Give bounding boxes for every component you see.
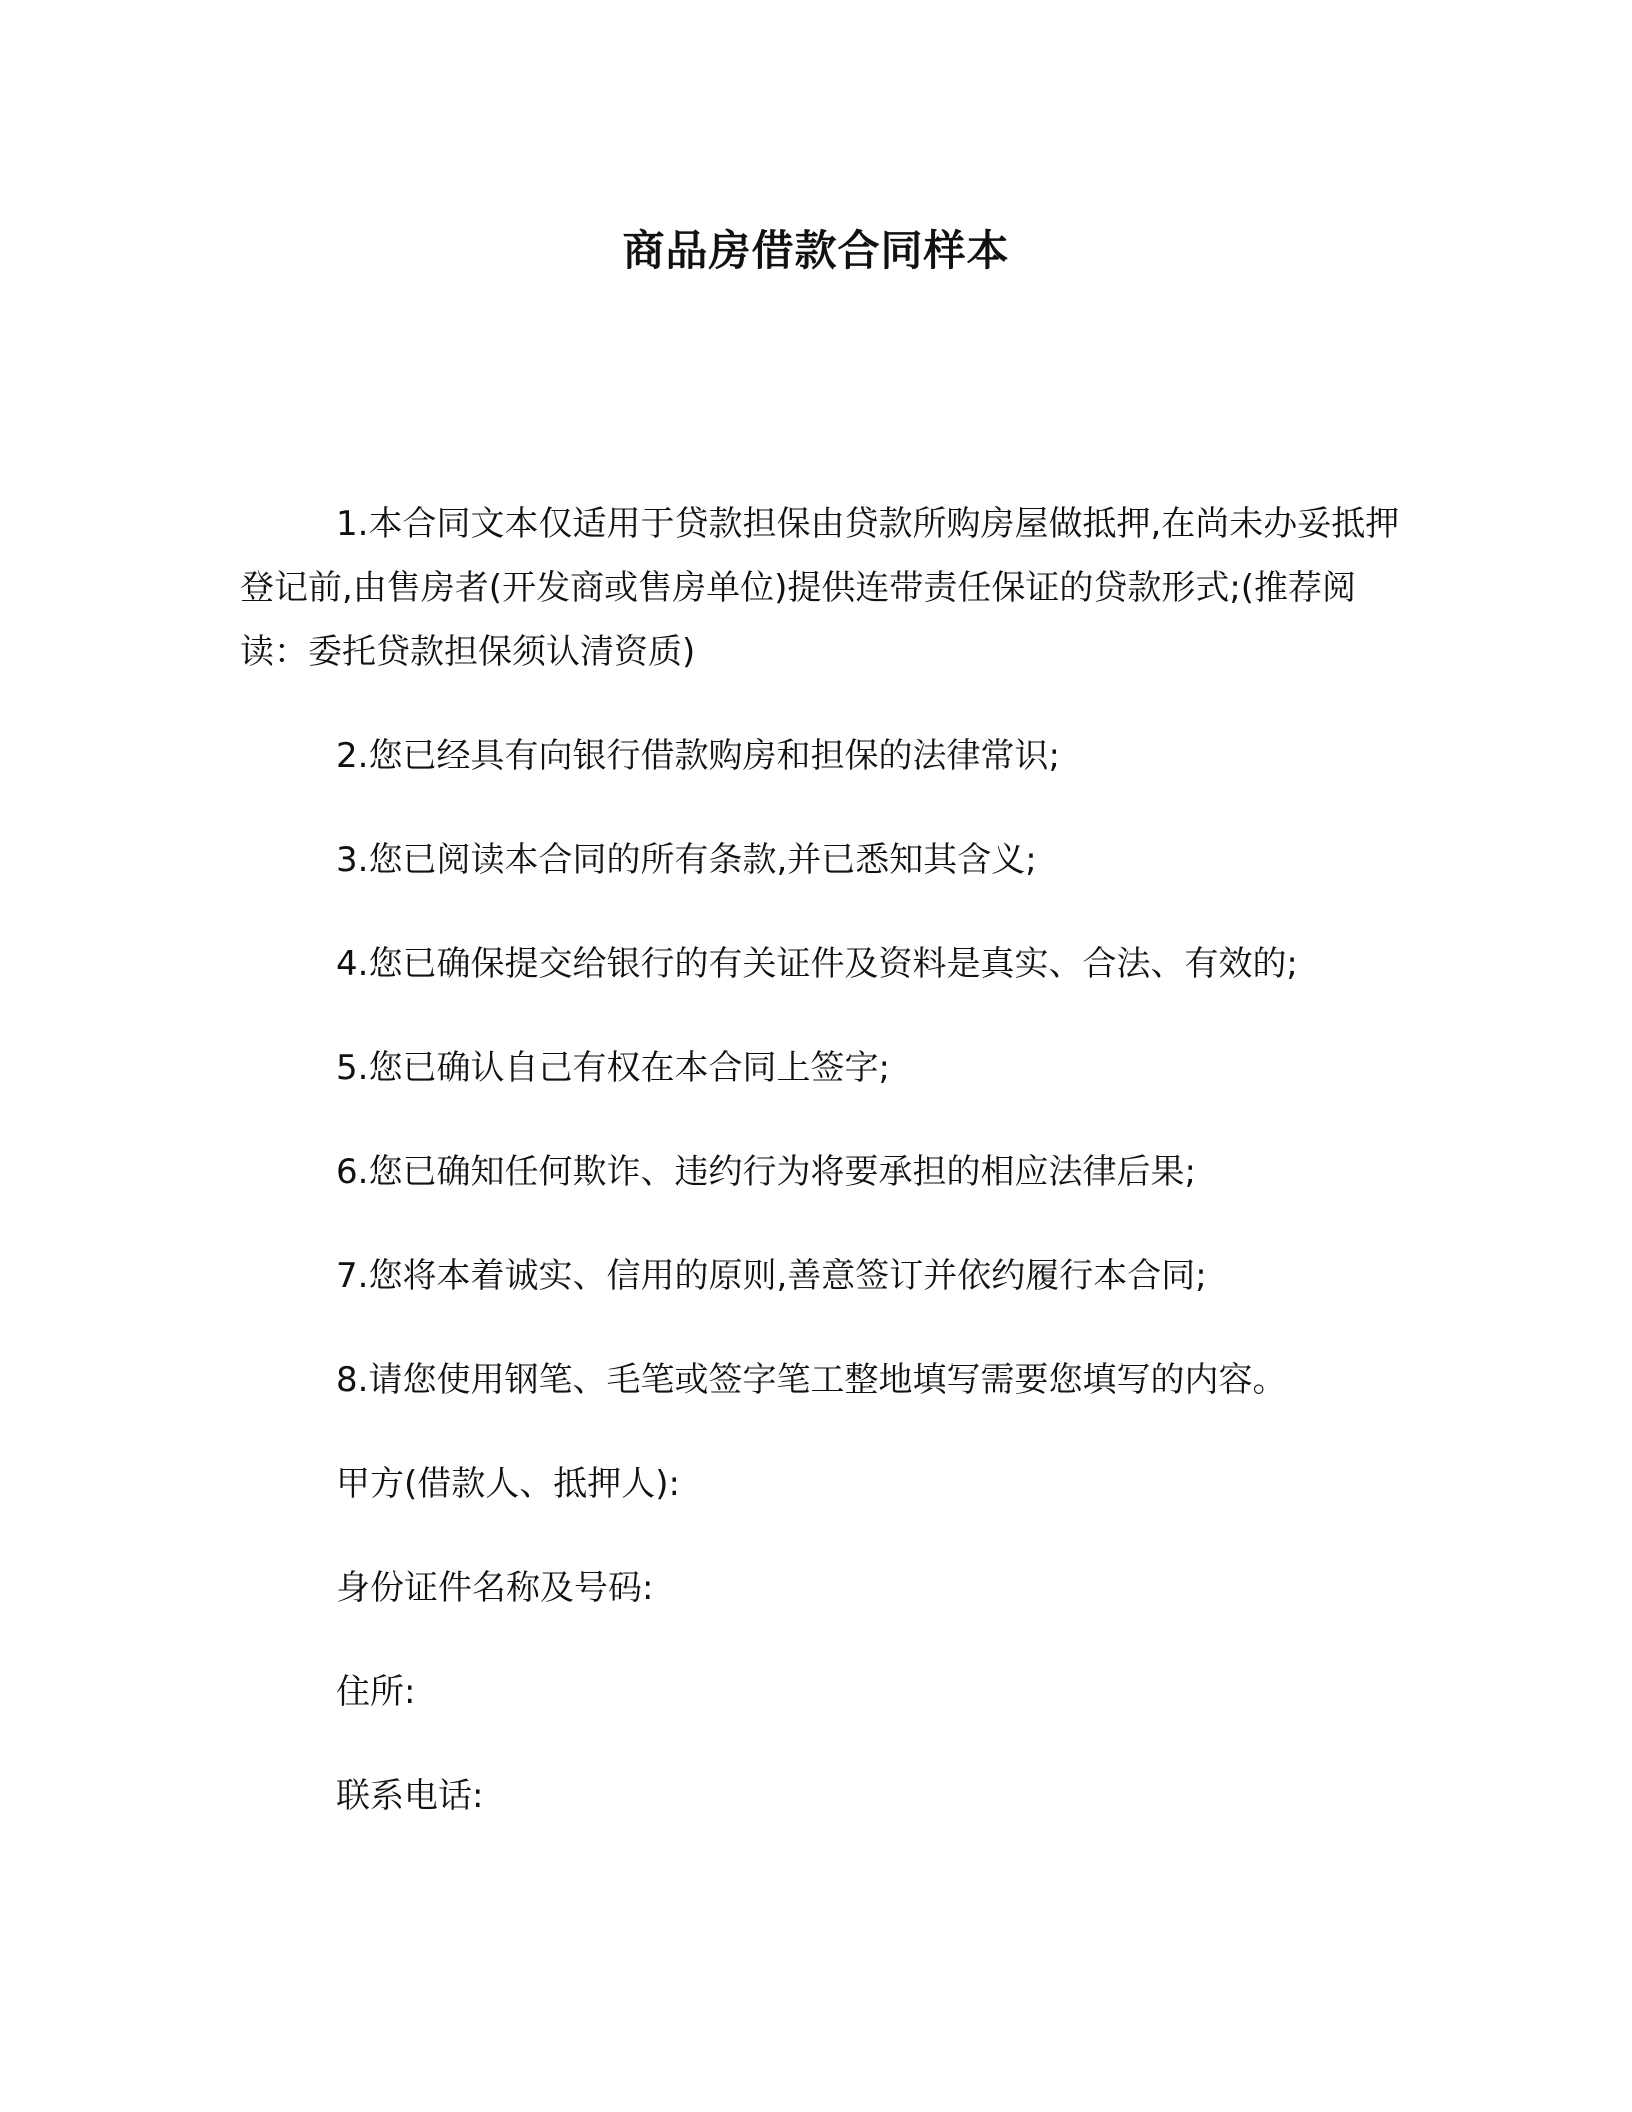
clause-7: 7.您将本着诚实、信用的原则,善意签订并依约履行本合同; xyxy=(336,1256,1207,1296)
document-title: 商品房借款合同样本 xyxy=(622,226,1010,275)
party-a-label: 甲方(借款人、抵押人): xyxy=(336,1464,680,1504)
id-document-label: 身份证件名称及号码: xyxy=(336,1568,654,1608)
document-body xyxy=(240,492,1400,1868)
clause-8: 8.请您使用钢笔、毛笔或签字笔工整地填写需要您填写的内容。 xyxy=(336,1360,1287,1400)
address-label: 住所: xyxy=(336,1672,416,1712)
clause-1: 1.本合同文本仅适用于贷款担保由贷款所购房屋做抵押,在尚未办妥抵押登记前,由售房者(开发商或售房单位)提供连带责任保证的贷款形式;(推荐阅读：委托贷款担保须认清资质) xyxy=(240,504,1400,672)
clause-5: 5.您已确认自己有权在本合同上签字; xyxy=(336,1048,890,1088)
clause-3: 3.您已阅读本合同的所有条款,并已悉知其含义; xyxy=(336,840,1037,880)
clause-6: 6.您已确知任何欺诈、违约行为将要承担的相应法律后果; xyxy=(336,1152,1196,1192)
phone-label: 联系电话: xyxy=(336,1776,484,1816)
clause-4: 4.您已确保提交给银行的有关证件及资料是真实、合法、有效的; xyxy=(336,944,1298,984)
clause-2: 2.您已经具有向银行借款购房和担保的法律常识; xyxy=(336,736,1060,776)
